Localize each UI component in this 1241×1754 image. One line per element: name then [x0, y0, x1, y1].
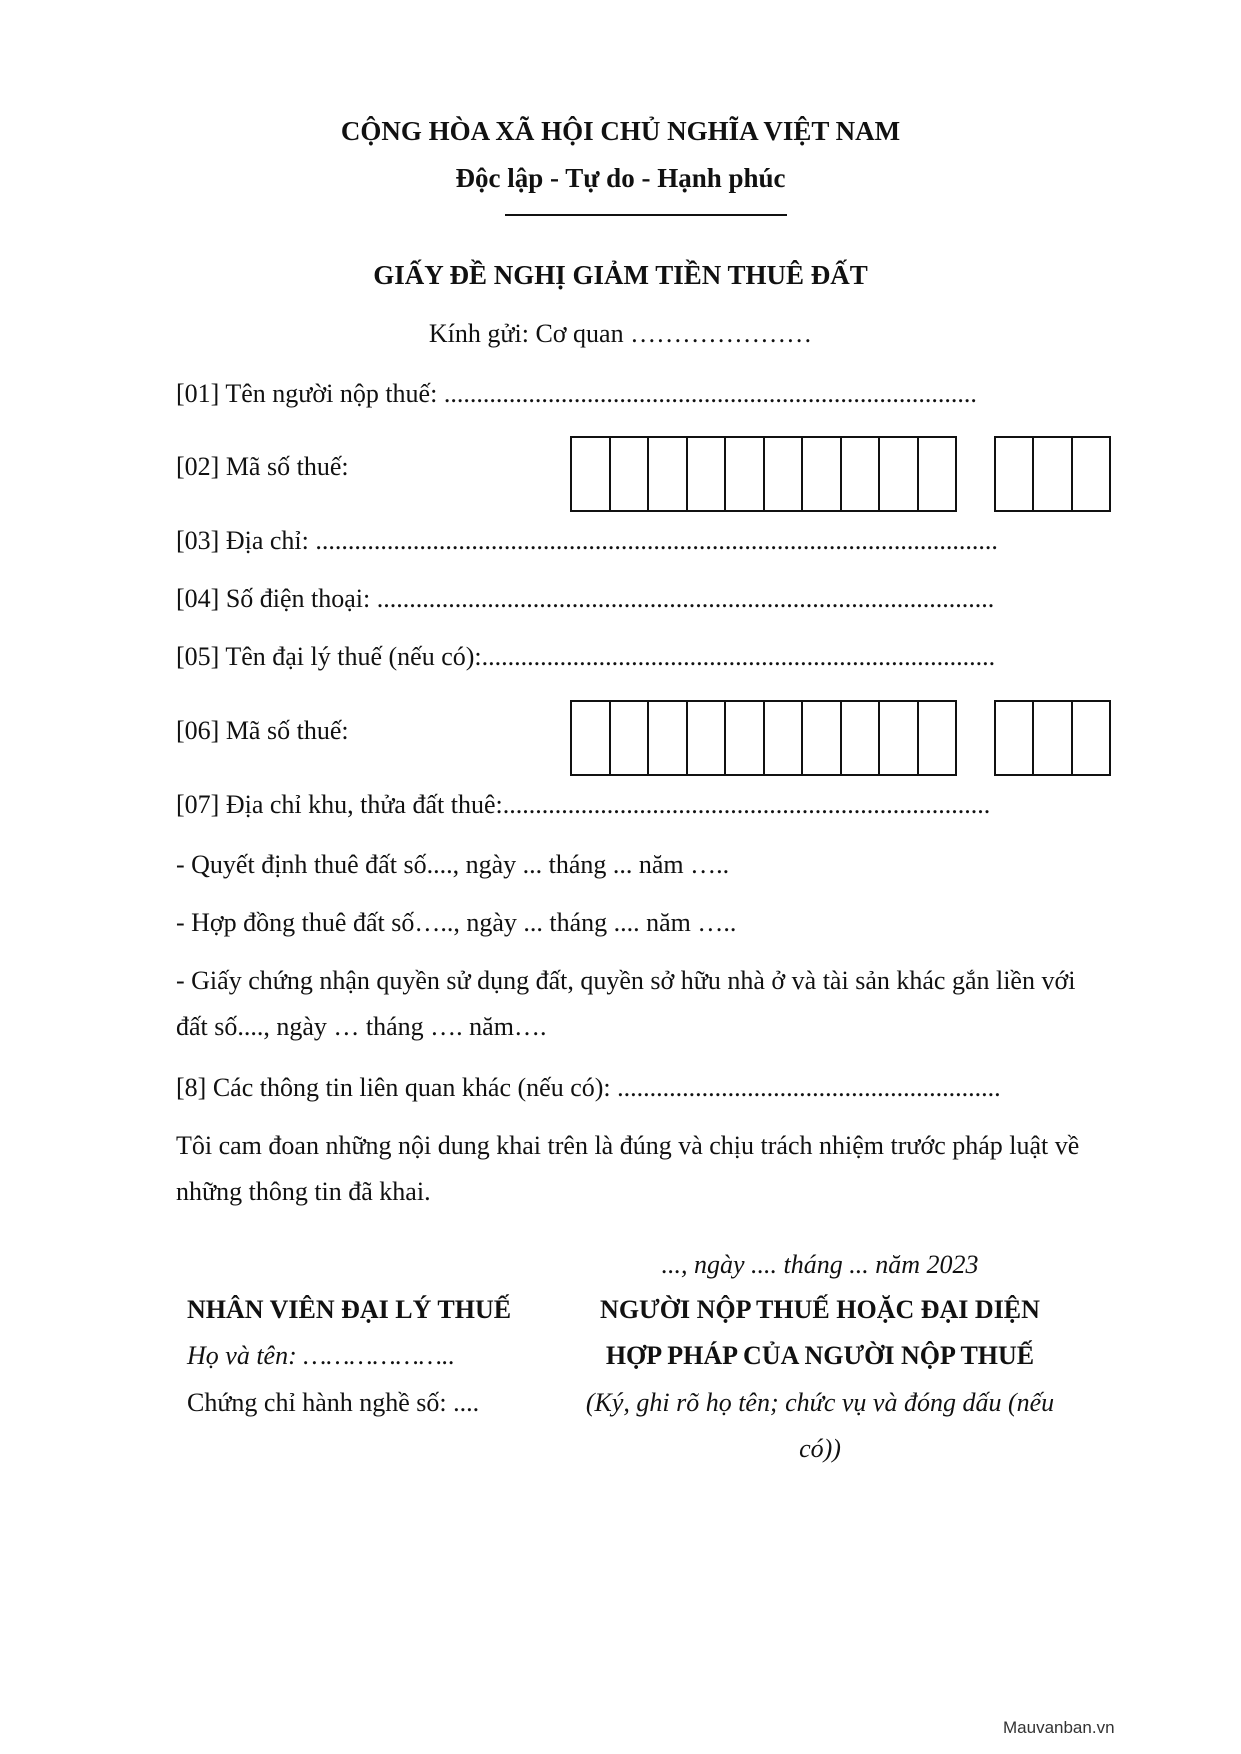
tax-code-cell[interactable]	[996, 438, 1032, 510]
tax-code-cell[interactable]	[609, 438, 648, 510]
field-phone[interactable]: [04] Số điện thoại: ...............................................................................................	[176, 584, 995, 613]
left-signature-title: NHÂN VIÊN ĐẠI LÝ THUẾ	[187, 1295, 512, 1324]
right-signature-note-line1: (Ký, ghi rõ họ tên; chức vụ và đóng dấu (nếu	[585, 1388, 1055, 1417]
tax-code-cell[interactable]	[917, 438, 956, 510]
recipient-line: Kính gửi: Cơ quan …………………	[428, 319, 813, 348]
field-land-certificate-line1[interactable]: - Giấy chứng nhận quyền sử dụng đất, quyền sở hữu nhà ở và tài sản khác gắn liền với	[176, 966, 1076, 995]
tax-code-cell[interactable]	[572, 438, 609, 510]
tax-code-cell[interactable]	[1071, 702, 1109, 774]
field-tax-agent-name[interactable]: [05] Tên đại lý thuế (nếu có):...............................................................................	[176, 642, 996, 671]
tax-code-cell[interactable]	[840, 702, 879, 774]
watermark-text: Mauvanban.vn	[1003, 1718, 1115, 1737]
header-divider	[505, 214, 787, 216]
tax-code-cell[interactable]	[647, 702, 686, 774]
left-signature-certificate: Chứng chỉ hành nghề số: ....	[187, 1388, 480, 1417]
agent-tax-code-boxes-main[interactable]	[570, 700, 957, 776]
commitment-line1: Tôi cam đoan những nội dung khai trên là đúng và chịu trách nhiệm trước pháp luật về	[176, 1131, 1080, 1160]
tax-code-cell[interactable]	[801, 702, 840, 774]
left-signature-name: Họ và tên: ………………..	[187, 1341, 455, 1370]
tax-code-cell[interactable]	[609, 702, 648, 774]
field-lease-decision[interactable]: - Quyết định thuê đất số...., ngày ... tháng ... năm …..	[176, 850, 730, 879]
tax-code-cell[interactable]	[840, 438, 879, 510]
tax-code-cell[interactable]	[801, 438, 840, 510]
field-agent-tax-code-label: [06] Mã số thuế:	[176, 716, 349, 745]
tax-code-boxes-main[interactable]	[570, 436, 957, 512]
tax-code-cell[interactable]	[1071, 438, 1109, 510]
field-taxpayer-name[interactable]: [01] Tên người nộp thuế: ..................................................................................	[176, 379, 977, 408]
agent-tax-code-boxes-suffix[interactable]	[994, 700, 1111, 776]
date-line: ..., ngày .... tháng ... năm 2023	[661, 1250, 979, 1279]
field-land-certificate-line2[interactable]: đất số...., ngày … tháng …. năm….	[176, 1012, 547, 1041]
field-tax-code-label: [02] Mã số thuế:	[176, 452, 349, 481]
field-address[interactable]: [03] Địa chỉ: .........................................................................................................	[176, 526, 998, 555]
nation-title: CỘNG HÒA XÃ HỘI CHỦ NGHĨA VIỆT NAM	[340, 116, 901, 146]
right-signature-title-line1: NGƯỜI NỘP THUẾ HOẶC ĐẠI DIỆN	[600, 1295, 1040, 1324]
commitment-line2: những thông tin đã khai.	[176, 1177, 431, 1206]
tax-code-cell[interactable]	[878, 702, 917, 774]
tax-code-cell[interactable]	[1032, 438, 1070, 510]
tax-code-cell[interactable]	[878, 438, 917, 510]
tax-code-cell[interactable]	[763, 702, 802, 774]
tax-code-cell[interactable]	[647, 438, 686, 510]
tax-code-cell[interactable]	[686, 702, 725, 774]
field-land-address[interactable]: [07] Địa chỉ khu, thửa đất thuê:...........................................................................	[176, 790, 991, 819]
document-title: GIẤY ĐỀ NGHỊ GIẢM TIỀN THUÊ ĐẤT	[373, 260, 868, 290]
right-signature-title-line2: HỢP PHÁP CỦA NGƯỜI NỘP THUẾ	[605, 1341, 1035, 1370]
tax-code-cell[interactable]	[763, 438, 802, 510]
motto: Độc lập - Tự do - Hạnh phúc	[455, 163, 786, 193]
tax-code-cell[interactable]	[572, 702, 609, 774]
tax-code-cell[interactable]	[724, 438, 763, 510]
tax-code-boxes-suffix[interactable]	[994, 436, 1111, 512]
field-other-info[interactable]: [8] Các thông tin liên quan khác (nếu có): ...........................................................	[176, 1073, 1001, 1102]
tax-code-cell[interactable]	[686, 438, 725, 510]
tax-code-cell[interactable]	[996, 702, 1032, 774]
tax-code-cell[interactable]	[724, 702, 763, 774]
tax-code-cell[interactable]	[1032, 702, 1070, 774]
right-signature-note-line2: có))	[799, 1434, 841, 1463]
tax-code-cell[interactable]	[917, 702, 956, 774]
field-lease-contract[interactable]: - Hợp đồng thuê đất số….., ngày ... tháng .... năm …..	[176, 908, 737, 937]
